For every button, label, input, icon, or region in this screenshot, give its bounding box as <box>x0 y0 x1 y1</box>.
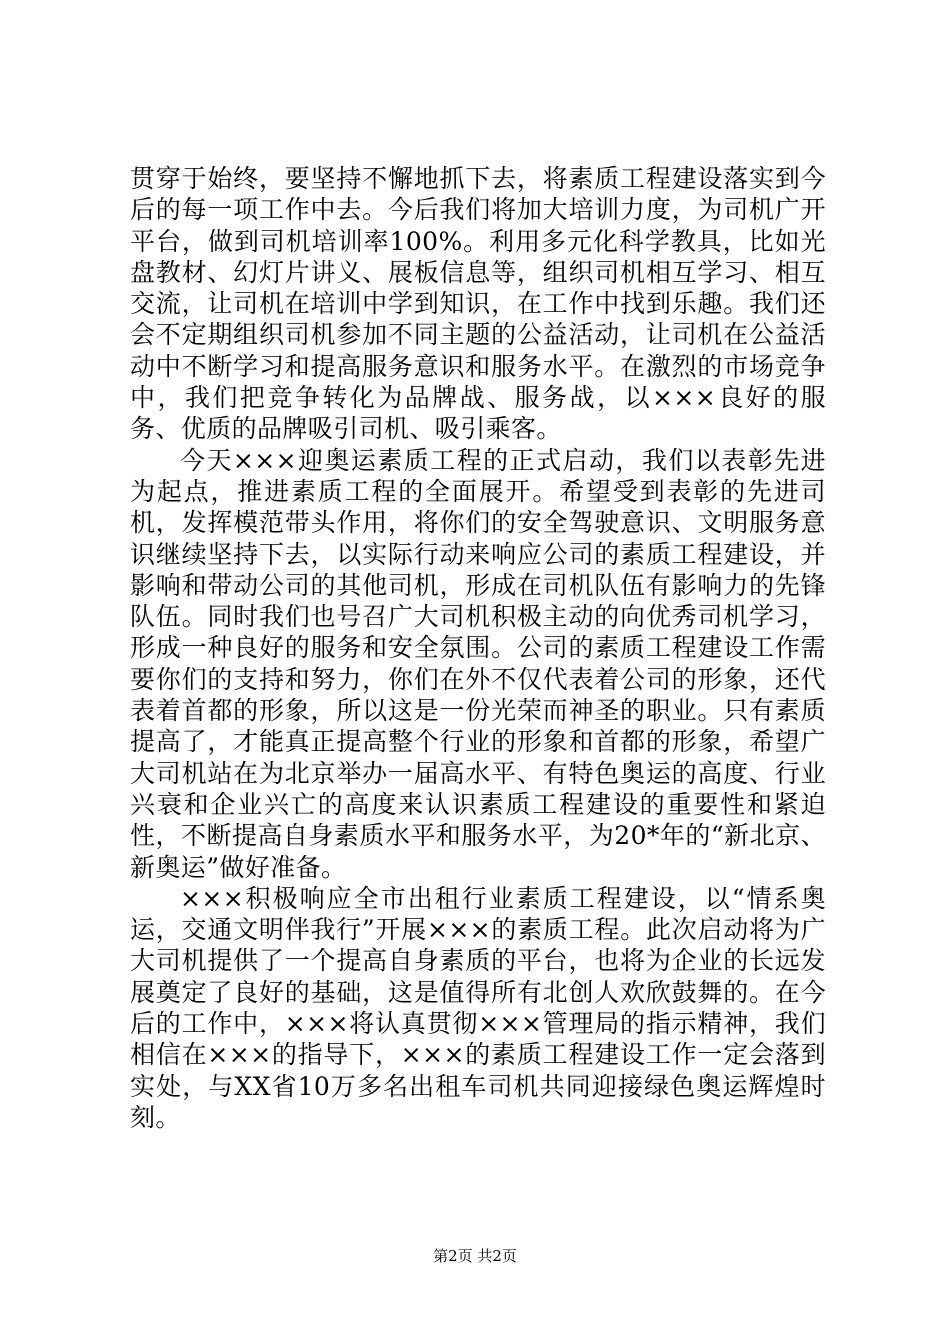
paragraph-continuation: 贯穿于始终，要坚持不懈地抓下去，将素质工程建设落实到今后的每一项工作中去。今后我们将加大培训力度，为司机广开平台，做到司机培训率100%。利用多元化科学教具，比如光盘教材、幻灯片讲义、展板信息等，组织司机相互学习、相互交流，让司机在培训中学到知识，在工作中找到乐趣。我们还会不定期组织司机参加不同主题的公益活动，让司机在公益活动中不断学习和提高服务意识和服务水平。在激烈的市场竞争中，我们把竞争转化为品牌战、服务战，以×××良好的服务、优质的品牌吸引司机、吸引乘客。 <box>130 164 826 444</box>
paragraph-conclusion: ×××积极响应全市出租行业素质工程建设，以“情系奥运，交通文明伴我行”开展×××的素质工程。此次启动将为广大司机提供了一个提高自身素质的平台，也将为企业的长远发展奠定了良好的基础，这是值得所有北创人欢欣鼓舞的。在今后的工作中，×××将认真贯彻×××管理局的指示精神，我们相信在×××的指导下，×××的素质工程建设工作一定会落到实处，与XX省10万多名出租车司机共同迎接绿色奥运辉煌时刻。 <box>130 883 826 1132</box>
page-footer: 第2页 共2页 <box>433 1247 517 1265</box>
paragraph-launch: 今天×××迎奥运素质工程的正式启动，我们以表彰先进为起点，推进素质工程的全面展开。希望受到表彰的先进司机，发挥模范带头作用，将你们的安全驾驶意识、文明服务意识继续坚持下去，以实际行动来响应公司的素质工程建设，并影响和带动公司的其他司机，形成在司机队伍有影响力的先锋队伍。同时我们也号召广大司机积极主动的向优秀司机学习，形成一种良好的服务和安全氛围。公司的素质工程建设工作需要你们的支持和努力，你们在外不仅代表着公司的形象，还代表着首都的形象，所以这是一份光荣而神圣的职业。只有素质提高了，才能真正提高整个行业的形象和首都的形象，希望广大司机站在为北京举办一届高水平、有特色奥运的高度、行业兴衰和企业兴亡的高度来认识素质工程建设的重要性和紧迫性，不断提高自身素质水平和服务水平，为20*年的“新北京、新奥运”做好准备。 <box>130 445 826 882</box>
document-body <box>130 163 826 1133</box>
